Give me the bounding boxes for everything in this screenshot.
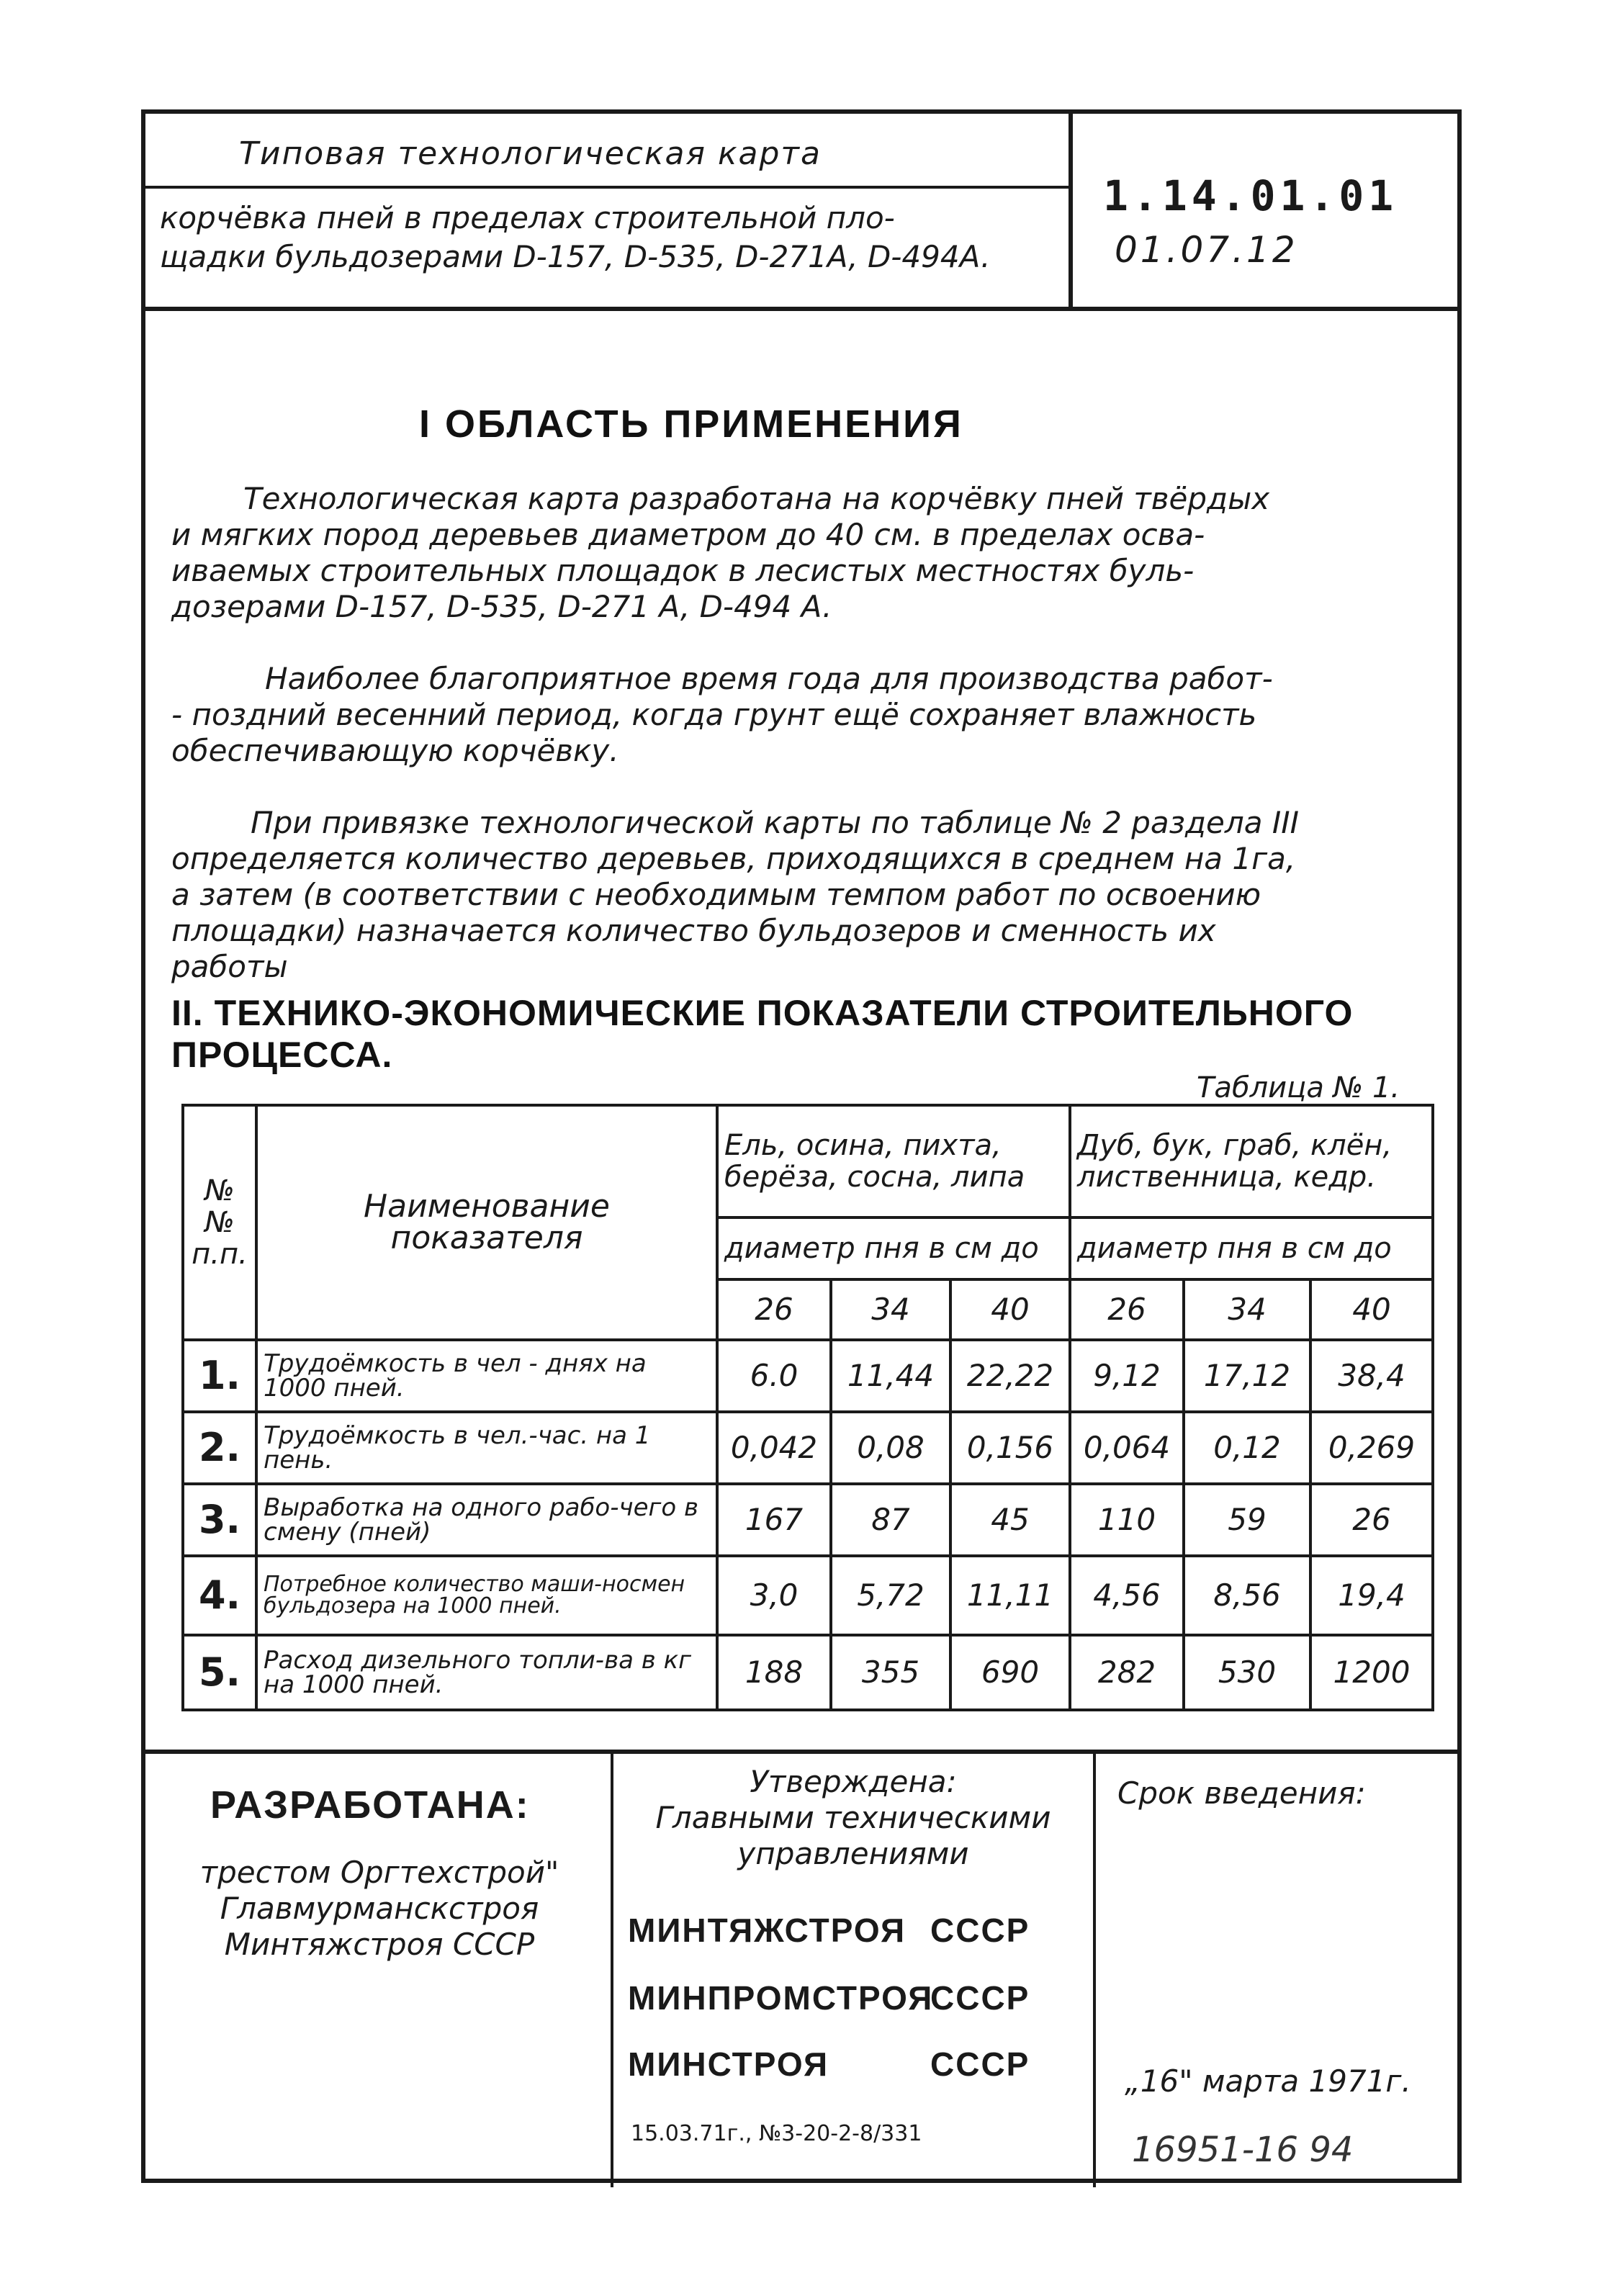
approved-line: Главными техническими [655,1800,1051,1835]
section2-title: II. ТЕХНИКО-ЭКОНОМИЧЕСКИЕ ПОКАЗАТЕЛИ СТРОИТЕЛЬНОГО ПРОЦЕССА. [171,993,1354,1075]
row-indicator: Выработка на одного рабо-чего в смену (пней) [256,1484,717,1556]
col-number-header: №№ п.п. [183,1105,256,1340]
cell-value: 45 [950,1484,1070,1556]
title-block-left [145,114,1073,307]
paragraph-line: Наиболее благоприятное время года для производства работ- [265,661,1273,696]
cell-value: 355 [831,1635,950,1710]
developed-label: РАЗРАБОТАНА: [210,1783,530,1827]
approval-cell [613,1754,1096,2187]
table-header-row [183,1105,1433,1217]
table-row [183,1340,1433,1412]
cell-value: 38,4 [1310,1340,1433,1412]
row-number: 5. [183,1635,256,1710]
effective-date: „16" марта 1971г. [1125,2063,1411,2099]
cell-value: 19,4 [1310,1556,1433,1635]
cell-value: 3,0 [717,1556,831,1635]
paragraph-line: дозерами D-157, D-535, D-271 A, D-494 A. [171,589,832,624]
row-indicator: Трудоёмкость в чел.-час. на 1 пень. [256,1412,717,1484]
size-header: 34 [1184,1279,1310,1340]
table-caption: Таблица № 1. [1197,1071,1400,1104]
developer-name [153,1855,606,1963]
developer-line: Минтяжстроя СССР [224,1927,535,1962]
ministry-stamp-3: МИНСТРОЯ [628,2045,829,2083]
paragraph-line: работы [171,949,288,984]
section1-title: I ОБЛАСТЬ ПРИМЕНЕНИЯ [419,402,963,446]
doc-type-title: Типовая технологическая карта [239,135,822,172]
cell-value: 0,08 [831,1412,950,1484]
row-number: 1. [183,1340,256,1412]
cell-value: 4,56 [1070,1556,1184,1635]
ministry-country-3: СССР [930,2045,1030,2083]
section1-paragraph3 [171,805,1453,985]
size-header: 26 [717,1279,831,1340]
approved-line: управлениями [737,1836,969,1871]
paragraph-line: Технологическая карта разработана на корчёвку пней твёрдых [243,481,1270,516]
approved-line: Утверждена: [750,1764,957,1799]
table-row [183,1484,1433,1556]
cell-value: 690 [950,1635,1070,1710]
approval-reference: 15.03.71г., №3-20-2-8/331 [631,2121,922,2146]
doc-number: 16951-16 94 [1132,2130,1354,2170]
group-hardwood-header: Дуб, бук, граб, клён, лиственница, кедр. [1070,1105,1433,1217]
group-softwood-header: Ель, осина, пихта, берёза, сосна, липа [717,1105,1070,1217]
table-row [183,1635,1433,1710]
effective-date-cell [1096,1754,1457,2187]
section1-paragraph1 [171,481,1453,625]
size-header: 40 [950,1279,1070,1340]
approval-block [145,1750,1457,2187]
size-header: 34 [831,1279,950,1340]
section1-paragraph2 [171,661,1453,769]
title-block [145,114,1457,311]
cell-value: 110 [1070,1484,1184,1556]
paragraph-line: и мягких пород деревьев диаметром до 40 см. в пределах осва- [171,517,1205,552]
developer-line: трестом Оргтехстрой" [199,1855,559,1890]
cell-value: 59 [1184,1484,1310,1556]
cell-value: 6.0 [717,1340,831,1412]
paragraph-line: При привязке технологической карты по таблице № 2 раздела III [251,805,1299,840]
cell-value: 0,269 [1310,1412,1433,1484]
row-indicator: Расход дизельного топли-ва в кг на 1000 пней. [256,1635,717,1710]
paragraph-line: иваемых строительных площадок в лесистых местностях буль- [171,553,1195,588]
paragraph-line: а затем (в соответствии с необходимым темпом работ по освоению [171,877,1261,912]
developer-line: Главмурманскстроя [220,1891,539,1926]
cell-value: 26 [1310,1484,1433,1556]
doc-subject-line1: корчёвка пней в пределах строительной пло- [160,200,895,235]
doc-subject-line2: щадки бульдозерами D-157, D-535, D-271A, D-494A. [160,239,991,274]
cell-value: 0,156 [950,1412,1070,1484]
doc-revision: 01.07.12 [1115,229,1298,271]
effective-label: Срок введения: [1117,1775,1366,1811]
col-name-header: Наименование показателя [256,1105,717,1340]
cell-value: 8,56 [1184,1556,1310,1635]
size-header: 40 [1310,1279,1433,1340]
indicators-table [181,1104,1434,1711]
cell-value: 282 [1070,1635,1184,1710]
doc-code: 1.14.01.01 [1103,171,1398,220]
cell-value: 0,12 [1184,1412,1310,1484]
cell-value: 22,22 [950,1340,1070,1412]
document-frame [141,109,1462,2183]
cell-value: 0,064 [1070,1412,1184,1484]
ministry-country-1: СССР [930,1912,1030,1949]
cell-value: 188 [717,1635,831,1710]
cell-value: 1200 [1310,1635,1433,1710]
cell-value: 11,44 [831,1340,950,1412]
cell-value: 9,12 [1070,1340,1184,1412]
table-row [183,1412,1433,1484]
ministry-stamp-2: МИНПРОМСТРОЯ [628,1979,934,2017]
paragraph-line: обеспечивающую корчёвку. [171,733,619,768]
cell-value: 17,12 [1184,1340,1310,1412]
ministry-stamp-1: МИНТЯЖСТРОЯ [628,1912,907,1949]
size-header: 26 [1070,1279,1184,1340]
paragraph-line: - поздний весенний период, когда грунт ещё сохраняет влажность [171,697,1257,732]
row-number: 3. [183,1484,256,1556]
row-indicator: Трудоёмкость в чел - днях на 1000 пней. [256,1340,717,1412]
doc-subject [160,199,1053,276]
paragraph-line: площадки) назначается количество бульдозеров и сменность их [171,913,1216,948]
table-row [183,1556,1433,1635]
paragraph-line: определяется количество деревьев, приходящихся в среднем на 1га, [171,841,1296,876]
developer-cell [145,1754,613,2187]
cell-value: 530 [1184,1635,1310,1710]
cell-value: 0,042 [717,1412,831,1484]
row-number: 2. [183,1412,256,1484]
cell-value: 167 [717,1484,831,1556]
ministry-country-2: СССР [930,1979,1030,2017]
cell-value: 11,11 [950,1556,1070,1635]
approved-by [613,1764,1093,1872]
cell-value: 5,72 [831,1556,950,1635]
cell-value: 87 [831,1484,950,1556]
diameter-header: диаметр пня в см до [1070,1217,1433,1279]
diameter-header: диаметр пня в см до [717,1217,1070,1279]
doc-type-cell [145,114,1069,189]
row-indicator: Потребное количество маши-носмен бульдозера на 1000 пней. [256,1556,717,1635]
row-number: 4. [183,1556,256,1635]
